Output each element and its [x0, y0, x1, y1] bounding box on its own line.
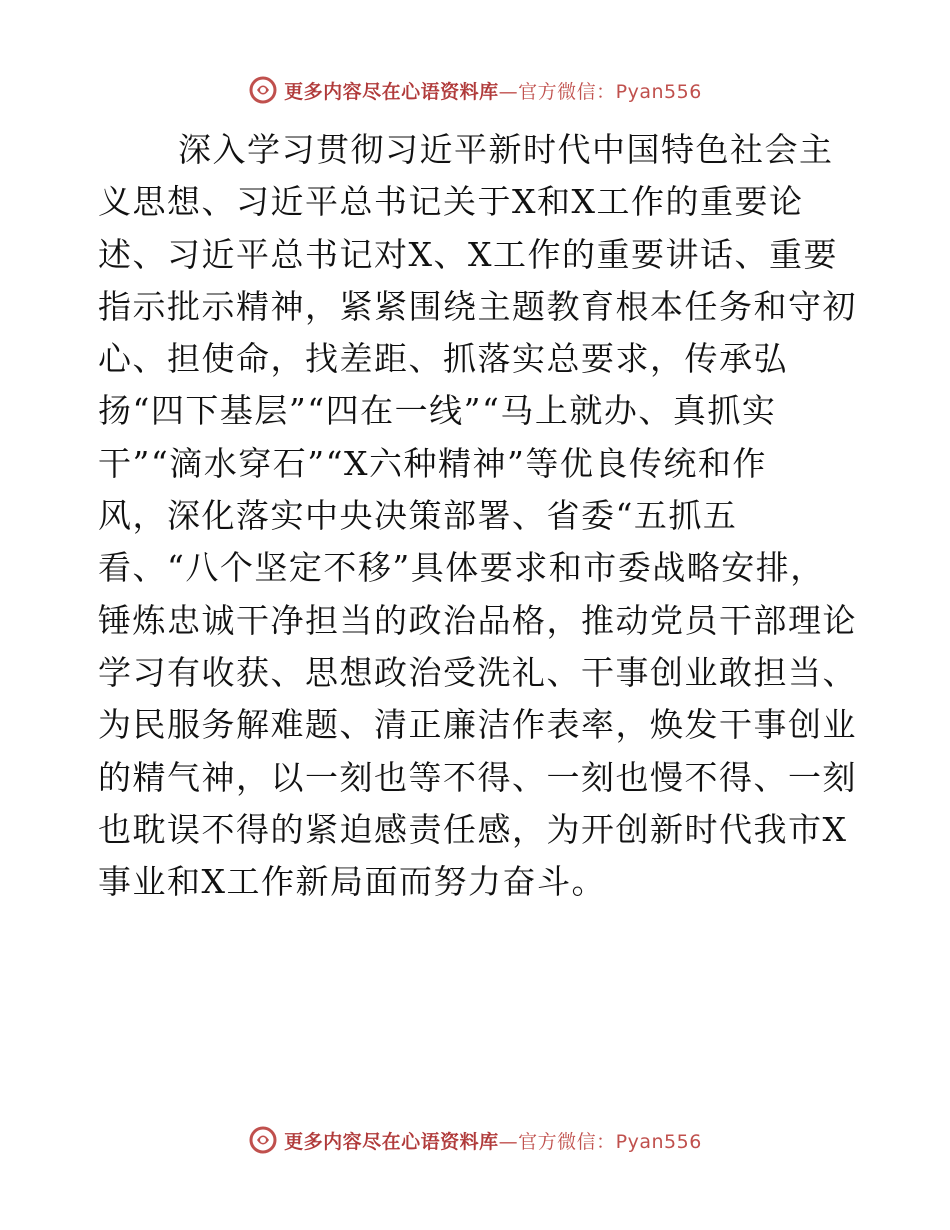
banner-text: 更多内容尽在心语资料库—官方微信：Pyan556	[284, 80, 702, 103]
paragraph-line: 干”“滴水穿石”“X六种精神”等优良传统和作	[98, 443, 767, 483]
header-banner	[0, 70, 950, 110]
paragraph-line: 的精气神，以一刻也等不得、一刻也慢不得、一刻	[98, 757, 857, 797]
paragraph-line: 为民服务解难题、清正廉洁作表率，焕发干事创业	[98, 705, 857, 745]
paragraph-line: 述、习近平总书记对X、X工作的重要讲话、重要	[98, 234, 838, 274]
paragraph-line: 锤炼忠诚干净担当的政治品格，推动党员干部理论	[98, 600, 857, 640]
banner-text: 更多内容尽在心语资料库—官方微信：Pyan556	[284, 1130, 702, 1153]
footer-banner	[0, 1120, 950, 1160]
paragraph-line: 心、担使命，找差距、抓落实总要求，传承弘	[98, 339, 788, 379]
paragraph-line: 事业和X工作新局面而努力奋斗。	[98, 862, 606, 902]
red-seal-logo-icon	[248, 75, 278, 105]
paragraph-line: 也耽误不得的紧迫感责任感，为开创新时代我市X	[98, 809, 848, 849]
paragraph-line: 风，深化落实中央决策部署、省委“五抓五	[98, 496, 738, 536]
document-body	[98, 124, 858, 908]
paragraph-line: 指示批示精神，紧紧围绕主题教育根本任务和守初	[98, 286, 857, 326]
paragraph-line: 学习有收获、思想政治受洗礼、干事创业敢担当、	[98, 652, 857, 692]
paragraph-line: 义思想、习近平总书记关于X和X工作的重要论	[98, 182, 804, 222]
red-seal-logo-icon	[248, 1125, 278, 1155]
paragraph-line: 扬“四下基层”“四在一线”“马上就办、真抓实	[98, 391, 777, 431]
paragraph-line: 看、“八个坚定不移”具体要求和市委战略安排，	[98, 548, 825, 588]
paragraph-line: 深入学习贯彻习近平新时代中国特色社会主	[178, 130, 834, 169]
